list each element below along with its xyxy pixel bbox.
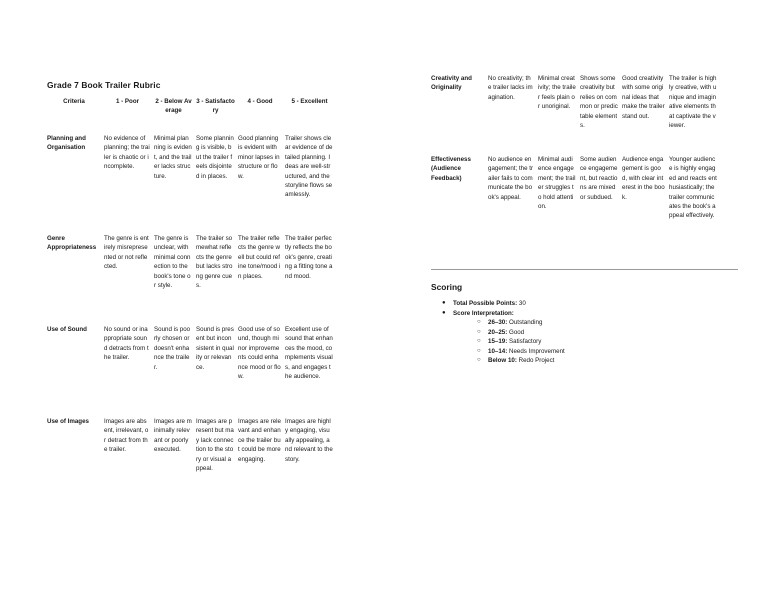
rubric-header-row [47,97,337,134]
list-item [440,299,565,309]
header-poor: 1 - Poor [115,98,140,105]
bullet-disc-icon: ● [442,300,446,306]
criteria-cell: Planning and Organisation [47,135,86,152]
rubric-cell: Sound is present but inconsistent in quality or relevance. [196,326,234,371]
table-row [431,74,721,155]
criteria-cell: Effectiveness (Audience Feedback) [431,156,471,182]
rubric-table-right [431,74,721,255]
interpretation-list [453,318,565,366]
rubric-cell: The trailer perfectly reflects the book's genre, creating a fitting tone and mood. [285,235,333,280]
total-points-value: 30 [518,300,526,307]
rubric-cell: Images are absent, irrelevant, or detract from the trailer. [104,418,149,454]
score-level-label: Redo Project [518,357,555,364]
score-range: 20–25: [488,328,508,336]
rubric-cell: No creativity; the trailer lacks imagination. [488,75,533,101]
rubric-cell: Audience engagement is good, with clear interest in the book. [622,156,665,201]
rubric-cell: Excellent use of sound that enhances the mood, complements visuals, and engages the audience. [285,326,333,381]
bullet-circle-icon: ○ [477,319,481,325]
scoring-list [440,299,565,366]
list-item [476,328,565,338]
list-item [440,309,565,366]
header-satisfactory: 3 - Satisfactory [196,98,235,115]
score-range: 15–19: [488,338,508,345]
rubric-cell: Minimal creativity; the trailer feels plain or unoriginal. [538,75,576,111]
score-level-label: Outstanding [509,319,543,326]
rubric-cell: Some planning is visible, but the trailer feels disjointed in places. [196,135,234,180]
rubric-cell: No sound or inappropriate sound detracts from the trailer. [104,326,149,362]
rubric-cell: Younger audience is highly engaged and reacts enthusiastically; the trailer communicates the book's appeal effectively. [669,156,717,220]
rubric-cell: Trailer shows clear evidence of detailed planning. Ideas are well-structured, and the storyline flows seamlessly. [285,135,333,199]
score-range: 10–14: [488,347,508,355]
rubric-cell: The trailer reflects the genre well but could refine tone/mood in places. [238,235,281,280]
criteria-cell: Use of Sound [47,326,87,333]
criteria-cell: Genre Appropriateness [47,235,97,252]
bullet-circle-icon: ○ [477,338,481,344]
list-item [476,356,565,366]
rubric-cell: Images are highly engaging, visually appealing, and relevant to the story. [285,418,333,463]
score-level-label: Good [509,328,525,336]
rubric-table-left [47,97,337,483]
rubric-cell: Images are relevant and enhance the trailer but could be more engaging. [238,418,281,463]
rubric-cell: The trailer somewhat reflects the genre but lacks strong genre cues. [196,235,233,290]
scoring-heading: Scoring [431,282,463,292]
bullet-circle-icon: ○ [477,347,481,354]
section-divider [431,269,738,270]
table-row [47,234,337,325]
table-row [47,134,337,234]
rubric-cell: Some audience engagement, but reactions are mixed or subdued. [580,156,618,201]
bullet-disc-icon: ● [442,309,446,316]
list-item [476,318,565,328]
rubric-cell: The genre is unclear, with minimal connection to the book's tone or style. [154,235,191,290]
header-good: 4 - Good [247,98,273,105]
rubric-cell: Sound is poorly chosen or doesn't enhance the trailer. [154,326,191,371]
score-range: 26–30: [488,319,508,326]
bullet-circle-icon: ○ [477,357,481,363]
header-criteria: Criteria [63,98,85,105]
score-level-label: Satisfactory [509,338,542,345]
score-range: Below 10: [488,357,517,364]
rubric-cell: Good planning is evident with minor lapses in structure or flow. [238,135,280,180]
score-level-label: Needs Improvement [509,347,565,355]
list-item [476,347,565,357]
table-row [431,155,721,255]
table-row [47,325,337,417]
header-excellent: 5 - Excellent [291,98,328,105]
rubric-cell: Minimal planning is evident, and the trailer lacks structure. [154,135,192,180]
rubric-cell: Minimal audience engagement; the trailer struggles to hold attention. [538,156,576,211]
rubric-cell: Good creativity with some original ideas that make the trailer stand out. [622,75,665,120]
rubric-cell: Good use of sound, though minor improvements could enhance mood or flow. [238,326,281,381]
rubric-cell: No audience engagement; the trailer fails to communicate the book's appeal. [488,156,534,201]
table-row [47,417,337,483]
header-below-average: 2 - Below Average [155,98,192,115]
total-points-label: Total Possible Points: [453,300,518,307]
bullet-circle-icon: ○ [477,328,481,335]
rubric-cell: The trailer is highly creative, with unique and imaginative elements that captivate the viewer. [669,75,717,130]
criteria-cell: Use of Images [47,418,89,425]
rubric-cell: Shows some creativity but relies on common or predictable elements. [580,75,618,130]
rubric-cell: Images are present but may lack connection to the story or visual appeal. [196,418,234,473]
rubric-title: Grade 7 Book Trailer Rubric [47,80,161,90]
criteria-cell: Creativity and Originality [431,75,472,92]
score-interpretation-label: Score Interpretation: [453,309,514,317]
rubric-cell: The genre is entirely misrepresented or not reflected. [104,235,149,271]
rubric-cell: No evidence of planning; the trailer is chaotic or incomplete. [104,135,150,171]
list-item [476,337,565,347]
rubric-cell: Images are minimally relevant or poorly executed. [154,418,192,454]
